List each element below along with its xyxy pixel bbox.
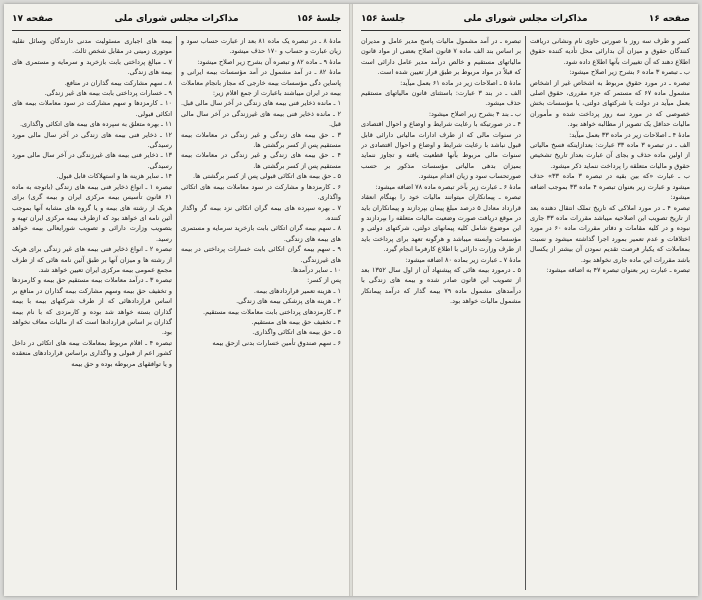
paragraph: ۴ ـ حق بیمه های زندگی و غیر زندگی در معاملات بیمه مستقیم پس از کسر برگشتی ها. — [181, 151, 341, 170]
left-page — [4, 4, 349, 596]
paragraph: پس از کسر: — [307, 276, 341, 285]
paragraph: ۴ ـ تخفیف حق بیمه های مستقیم. — [251, 317, 341, 326]
paragraph: بیمه های اجباری مسئولیت مدنی دارندگان وسائل نقلیه موتوری زمینی در مقابل شخص ثالث. — [12, 37, 172, 56]
paragraph: ۹ ـ خسارات پرداختی بابت بیمه های غیر زندگی. — [44, 89, 172, 98]
paragraph: ۱ ـ هزینه تعمیر قراردادهای بیمه. — [253, 286, 341, 295]
paragraph: ۵ ـ حق بیمه های اتکائی قبولی پس از کسر برگشتی ها. — [193, 172, 341, 181]
paragraph: ۵ ـ حق بیمه های اتکائی واگذاری. — [252, 328, 341, 337]
text-column-left — [12, 36, 172, 590]
paragraph: ۳ ـ حق بیمه های زندگی و غیر زندگی در معاملات بیمه مستقیم پس از کسر برگشتی ها. — [181, 130, 341, 150]
paragraph: ۲ ـ هزینه های پزشکی بیمه های زندگی. — [236, 297, 341, 306]
paragraph: تبصره ـ پیمانکاران میتوانند مالیات خود را بهنگام انعقاد قرارداد معادل ۵ درصد مبلغ پیمان بپردازند و پیمانکاران باید در موقع دریافت صورت وضعیت مالیات متعلقه را بپردازند و این موضوع شامل کلیه پیمانهای دولتی، شرکتهای دولتی و مؤسسات وابسته میباشد و هرگونه تعهد برای پرداخت باید از طرف وزارت دارائی با اطلاع کارفرما انجام گیرد. — [361, 193, 521, 254]
paragraph: ۱۰ ـ سایر درآمدها. — [290, 265, 341, 274]
right-page — [353, 4, 698, 596]
paragraph: ۶ ـ سهم صندوق تأمین خسارات بدنی ازحق بیمه — [212, 338, 341, 347]
paragraph: مادهٔ ۷ ـ عبارت زیر بماده ۸۰ اضافه میشود: — [405, 255, 521, 264]
paragraph: تبصره ۴ ـ اقلام مربوط بمعاملات بیمه های اتکائی در داخل کشور اعم از قبولی و واگذاری براساس قراردادهای منعقده و یا توافقهای مربوطه بوده و حق بیمه — [12, 338, 172, 368]
paragraph: مادهٔ ۵ ـ اصلاحات زیر در ماده ۶۱ بعمل میآید: — [400, 78, 521, 87]
paragraph: تبصره ۱ ـ انواع ذخایر فنی بیمه های زندگی (باتوجه به ماده ۶۱ قانون تأسیس بیمه مرکزی ایران و بیمه گری) برای هریک از رشته های بیمه و یا گروه های مشابه آنها بموجب آئین نامه ای خواهد بود که ازطرف بیمه مرکزی ایران تهیه و بتصویب وزارت دارائی و تصویب شورایعالی بیمه خواهد رسید. — [12, 182, 172, 243]
left-page-header — [12, 12, 341, 31]
paragraph: تبصره ۴ ـ در مورد املاکی که تاریخ تملک انتقال دهنده بعد از تاریخ تصویب این اصلاحیه میباشد مقررات ماده ۳۳ جاری نبوده و در کلیه مقامات و دفاتر مقررات ماده ۶۰ در مورد اختلافات و عدم تعمیر بمورد اجرا گذاشته میشود و نسبت بمعاملات که یکبار فرصت تقدیم نمودن آن بیشتر از یکسال باشد مقررات این ماده جاری نخواهد بود. — [530, 203, 690, 264]
paragraph: ب ـ عبارت «که بین بقیه در تبصره ۳ ماده ۳۳» حذف میشود و عبارت زیر بعنوان تبصره ۴ ماده ۳۳ بموجب اضافه میشود: — [530, 172, 690, 202]
paragraph: مادهٔ ۸ ـ در تبصره یک ماده ۸۱ بعد از عبارت حساب سود و زیان عبارت و حساب و ۱۷۰ حذف میشود. — [181, 37, 341, 56]
paragraph: ۳ ـ کارمزدهای پرداختی بابت معاملات بیمه مستقیم. — [203, 307, 341, 316]
paragraph: ۵ ـ درمورد بیمه هائی که پیشنهاد آن از اول سال ۱۳۵۲ بعد از تصویب این قانون صادر شده و بیمه های زندگی با درآمدهای مشمول ماده ۷۹ بیمه گذار که درآمد پیمانکار مشمول مالیات خواهد بود. — [361, 265, 521, 306]
paragraph: تبصره ـ در آمد مشمول مالیات پاسخ مدیر عامل و مدیران بر اساس بند الف ماده ۷ قانون اصلاح بعضی از مواد قانون مالیاتهای مستقیم و خالص درآمد مدیر عامل دارائی است که قبلاً در مواد مربوط بر طبق قرار تعیین شده است. — [361, 37, 521, 77]
paragraph: تبصره ـ عبارت زیر بعنوان تبصره ۴۷ به اضافه میشود: — [546, 265, 690, 274]
paragraph: تبصره ـ در مورد حقوق مربوط به اشخاص غیر از اشخاص مشمول ماده ۶۷ که مستمر که جزء مقرری، حقوق اصلی بعمل میآید در دولت یا شرکتهای دولتی، یا مؤسسات بخش خصوصی که در مورد سه روز پرداخت شده و مأموران مالیات حداقل یک تصویر از مطالبه خواهد بود. — [530, 78, 690, 129]
paragraph: ۶ ـ کارمزدها و مشارکت در سود معاملات بیمه های اتکائی واگذاری. — [181, 182, 341, 202]
paragraph: ۲ ـ مانده ذخایر فنی بیمه های غیرزندگی در آخر سال مالی قبل. — [181, 109, 341, 129]
session-label: جلسهٔ ۱۵۶ — [361, 14, 406, 24]
paragraph: ۸ ـ سهم بیمه گران اتکائی بابت بازخرید سرمایه و مستمری های بیمه های زندگی. — [181, 224, 341, 243]
paragraph: ۸ ـ سهم مشارکت بیمه گذاران در منافع. — [64, 78, 172, 87]
paragraph: ۱ ـ مانده ذخایر فنی بیمه های زندگی در آخر سال مالی قبل. — [181, 99, 341, 108]
paragraph: ۴ ـ در صورتیکه با رعایت شرایط و اوضاع و احوال اقتصادی در سنوات مالی که از طرف ادارات مالیاتی دارائی قابل قبول نباشد با رعایت شرایط و اوضاع و احوال اقتصادی در سنوات مالی مربوط بآنها قطعیت یافته و تجاوز ننماید بمیزان بدهی مالیاتی مؤسسات مذکور بر حسب صورتحساب سود و زیان اقدام میشود. — [361, 120, 521, 181]
right-page-body — [361, 36, 690, 590]
paragraph: الف ـ در تبصره ۳ ماده ۳۳ عبارت: بعدازاینکه فسخ مالیاتی از اولین ماده حذف و بجای آن عبارت بعداز تاریخ تشخیص حقوق و مالیات متعلقه را پرداخت ننماید ذکر میشود. — [530, 141, 690, 170]
paragraph: تبصره ۲ ـ انواع ذخایر فنی بیمه های غیر زندگی برای هریک از رشته ها و میزان آنها بر طبق آئین نامه هائی که از طرف مجمع عمومی بیمه مرکزی ایران تعیین خواهد شد. — [12, 245, 172, 274]
paragraph: الف ـ در بند ۳ عبارت: باستثنای قانون مالیاتهای مستقیم حذف میشود. — [361, 89, 521, 108]
paragraph: مادهٔ ۹ ـ ماده ۸۲ و تبصره آن بشرح زیر اصلاح میشود: — [197, 57, 341, 66]
paragraph: مادهٔ ۴ ـ اصلاحات زیر در ماده ۳۳ بعمل میآید: — [569, 130, 690, 139]
text-column-right — [181, 36, 341, 590]
paragraph: تبصره ۳ ـ درآمد معاملات بیمه مستقیم حق بیمه و کارمزدها و تخفیف حق بیمه وسهم مشارکت بیمه گذاران در منافع بر اساس قراردادهائی که از طرف شرکتهای بیمه با بیمه گذاران بسته خواهد شد بوده و کارمزدی که با نام بیمه گذاران بر اساس قراردادها است که از مالیات معاف نخواهد بود. — [12, 276, 172, 337]
page-number: صفحه ۱۶ — [648, 14, 690, 24]
paragraph: کسر و طرف سه روز با صورتی حاوی نام ونشانی دریافت کنندگان حقوق و میزان آن بدارائی محل تأدیه کننده حقوق اطلاع دهند که آن تغییرات بآنها اطلاع داده شود. — [530, 37, 690, 66]
book-spread — [4, 4, 698, 596]
paragraph: ۹ ـ سهم بیمه گران اتکائی بابت خسارات پرداختی در بیمه های غیرزندگی. — [181, 245, 341, 264]
running-title: مذاکرات مجلس شورای ملی — [463, 14, 588, 24]
session-label: جلسهٔ ۱۵۶ — [296, 14, 341, 24]
left-page-body — [12, 36, 341, 590]
running-title: مذاکرات مجلس شورای ملی — [114, 14, 239, 24]
column-divider — [525, 36, 526, 590]
text-column-right — [530, 36, 690, 590]
paragraph: ب ـ تبصره ۳ ماده ۶ بشرح زیر اصلاح میشود: — [569, 68, 690, 77]
paragraph: ۱۴ ـ سایر هزینه ها و استهلاکات قابل قبول. — [56, 172, 172, 181]
paragraph: ۱۱ ـ بهره متعلق به سپرده های بیمه های اتکائی واگذاری. — [19, 120, 172, 129]
paragraph: مادهٔ ۸۲ ـ در آمد مشمول در آمد مؤسسات بیمه ایرانی و پاساین دگی مؤسسات بیمه خارجی که مجاز بانجام معاملات بیمه در ایران میباشند باعبارت از جمع اقلام زیر: — [181, 68, 341, 98]
right-page-header — [361, 12, 690, 31]
paragraph: ب ـ بند ۴ بشرح زیر اصلاح میشود: — [428, 109, 521, 118]
paragraph: ۷ ـ مبالغ پرداختی بابت بازخرید و سرمایه و مستمری های بیمه های زندگی. — [12, 57, 172, 77]
paragraph: ۱۰ ـ کارمزدها و سهم مشارکت در سود معاملات بیمه های اتکائی قبولی. — [12, 99, 172, 118]
column-divider — [176, 36, 177, 590]
page-number: صفحه ۱۷ — [12, 14, 54, 24]
paragraph: ۷ ـ بهره سپرده های بیمه گران اتکائی نزد بیمه گر واگذار کننده. — [181, 203, 341, 222]
paragraph: مادهٔ ۶ ـ عبارت زیر بآخر تبصره ماده ۷۸ اضافه میشود: — [375, 182, 521, 191]
paragraph: ۱۳ ـ ذخایر فنی بیمه های غیرزندگی در آخر سال مالی مورد رسیدگی. — [12, 151, 172, 170]
text-column-left — [361, 36, 521, 590]
paragraph: ۱۲ ـ ذخایر فنی بیمه های زندگی در آخر سال مالی مورد رسیدگی. — [12, 130, 172, 150]
